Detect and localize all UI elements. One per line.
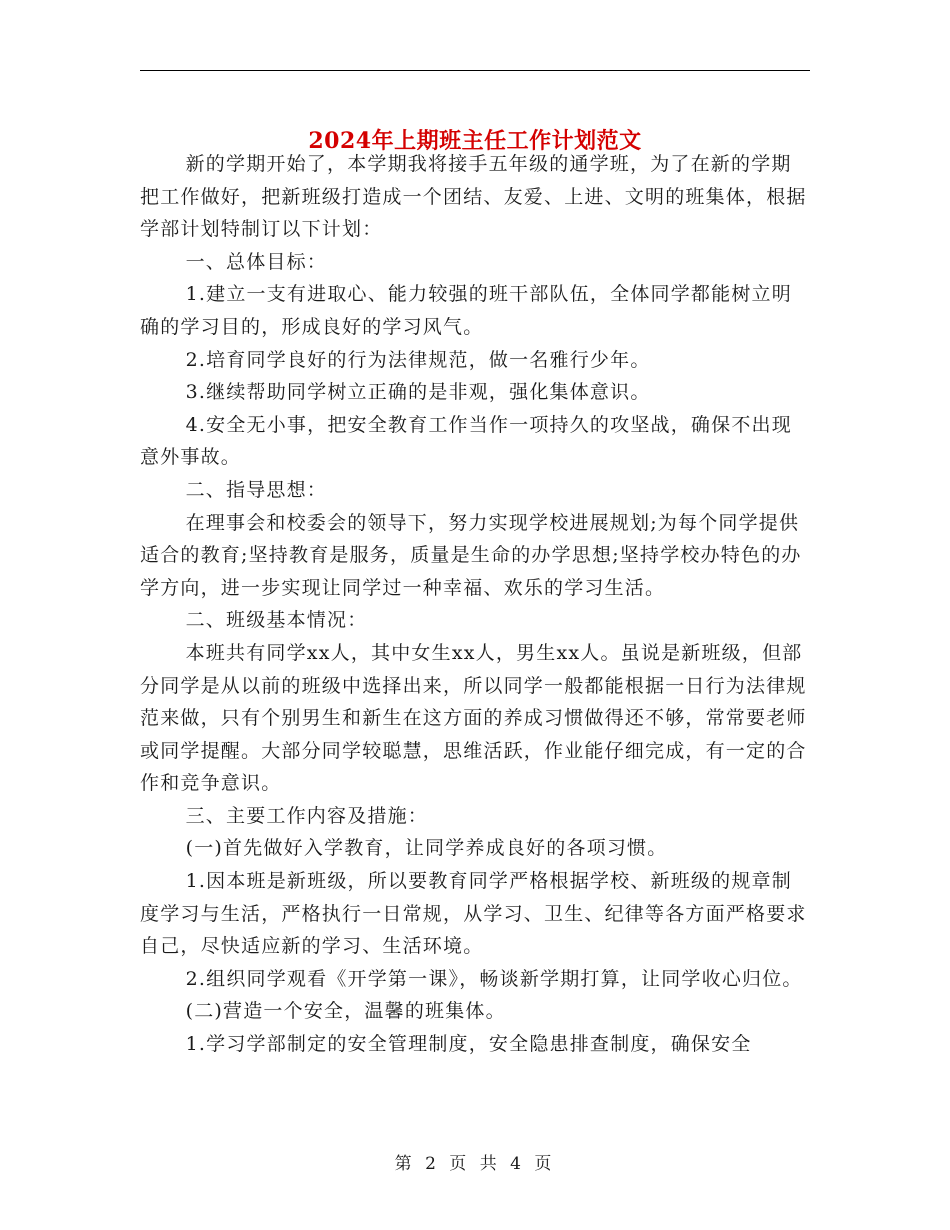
body-paragraph: 新的学期开始了，本学期我将接手五年级的通学班，为了在新的学期把工作做好，把新班级打造成一个团结、友爱、上进、文明的班集体，根据学部计划特制订以下计划： bbox=[140, 153, 807, 241]
body-paragraph: 2.培育同学良好的行为法律规范，做一名雅行少年。 bbox=[185, 348, 651, 371]
header-rule bbox=[140, 70, 810, 71]
section-heading: 二、班级基本情况： bbox=[185, 609, 368, 632]
subsection-heading: (二)营造一个安全，温馨的班集体。 bbox=[185, 1000, 506, 1023]
body-paragraph: 3.继续帮助同学树立正确的是非观，强化集体意识。 bbox=[185, 381, 651, 404]
document-title: 2024年上期班主任工作计划范文 bbox=[308, 127, 642, 154]
body-paragraph: 1.学习学部制定的安全管理制度，安全隐患排查制度，确保安全 bbox=[185, 1033, 752, 1056]
section-heading: 一、总体目标： bbox=[185, 250, 327, 273]
body-paragraph: 在理事会和校委会的领导下，努力实现学校进展规划;为每个同学提供适合的教育;坚持教育是服务，质量是生命的办学思想;坚持学校办特色的办学方向，进一步实现让同学过一种幸福、欢乐的学习生活。 bbox=[140, 511, 802, 599]
body-paragraph: 本班共有同学xx人，其中女生xx人，男生xx人。虽说是新班级，但部分同学是从以前的班级中选择出来，所以同学一般都能根据一日行为法律规范来做，只有个别男生和新生在这方面的养成习惯做得还不够，常常要老师或同学提醒。大部分同学较聪慧，思维活跃，作业能仔细完成，有一定的合作和竞争意识。 bbox=[140, 641, 807, 795]
subsection-heading: (一)首先做好入学教育，让同学养成良好的各项习惯。 bbox=[185, 837, 668, 860]
body-paragraph: 4.安全无小事，把安全教育工作当作一项持久的攻坚战，确保不出现意外事故。 bbox=[140, 413, 792, 469]
section-heading: 三、主要工作内容及措施： bbox=[185, 804, 428, 827]
body-paragraph: 1.因本班是新班级，所以要教育同学严格根据学校、新班级的规章制度学习与生活，严格执行一日常规，从学习、卫生、纪律等各方面严格要求自己，尽快适应新的学习、生活环境。 bbox=[140, 870, 807, 958]
body-paragraph: 1.建立一支有进取心、能力较强的班干部队伍，全体同学都能树立明确的学习目的，形成良好的学习风气。 bbox=[140, 283, 792, 338]
body-paragraph: 2.组织同学观看《开学第一课》，畅谈新学期打算，让同学收心归位。 bbox=[185, 967, 803, 990]
section-heading: 二、指导思想： bbox=[185, 478, 327, 501]
document-body bbox=[140, 148, 810, 1061]
page-number: 第 2 页 共 4 页 bbox=[394, 1154, 556, 1174]
